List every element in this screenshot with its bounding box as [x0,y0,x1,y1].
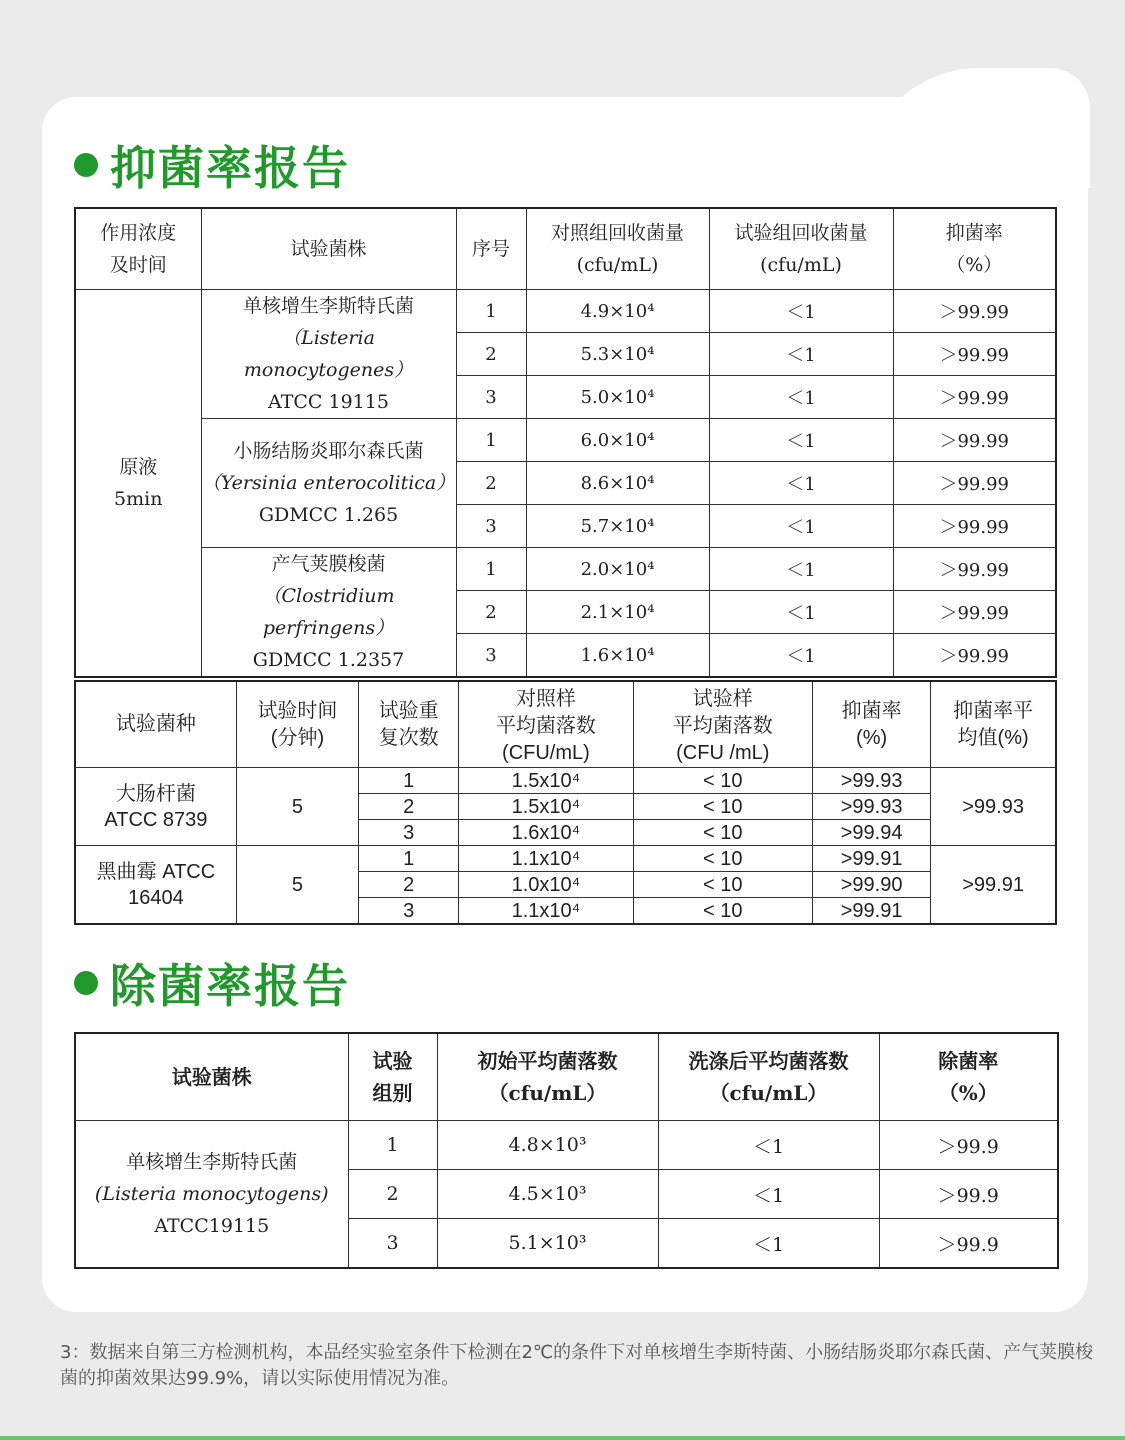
seq-cell: 3 [456,376,526,419]
strain-cell [201,548,456,678]
control-cell: 1.6x10⁴ [459,820,633,846]
rate-cell: ＞99.99 [893,333,1056,376]
table-header-row [75,1033,1058,1121]
strain-name-cn: 小肠结肠炎耶尔森氏菌 [233,440,424,462]
rate-cell: >99.91 [812,898,930,925]
avg-cell: >99.93 [931,768,1056,846]
species-cell: 黑曲霉 ATCC 16404 [75,846,236,925]
strain-name-latin: (Listeria monocytogens) [94,1183,329,1205]
species-cell: 大肠杆菌 ATCC 8739 [75,768,236,846]
header-test: 试验样 平均菌落数 (CFU /mL) [633,681,812,768]
control-cell: 2.1×10⁴ [526,591,709,634]
table-row [75,290,1056,333]
header-control: 对照组回收菌量 (cfu/mL) [526,208,709,290]
rate-cell: ＞99.99 [893,591,1056,634]
header-control: 对照样 平均菌落数 (CFU/mL) [459,681,633,768]
control-cell: 4.9×10⁴ [526,290,709,333]
header-test: 试验组回收菌量 (cfu/mL) [709,208,893,290]
repeat-cell: 2 [359,872,459,898]
test-cell: < 10 [633,820,812,846]
bullet-dot-icon [74,153,98,177]
seq-cell: 3 [456,634,526,678]
test-cell: ＜1 [709,591,893,634]
control-cell: 1.5x10⁴ [459,794,633,820]
header-rate: 抑菌率 （%） [893,208,1056,290]
strain-name-cn: 产气荚膜梭菌 [271,553,386,575]
test-cell: < 10 [633,768,812,794]
rate-cell: >99.94 [812,820,930,846]
table-row [75,846,1056,872]
repeat-cell: 2 [359,794,459,820]
repeat-cell: 3 [359,820,459,846]
rate-cell: >99.91 [812,846,930,872]
header-avg: 抑菌率平 均值(%) [931,681,1056,768]
strain-name-latin: （Listeria monocytogenes） [243,327,414,381]
rate-cell: ＞99.99 [893,376,1056,419]
strain-name-cn: 单核增生李斯特氏菌 [242,295,414,317]
section-title-inhibition: 抑菌率报告 [74,132,350,198]
after-cell: ＜1 [658,1170,879,1219]
bottom-accent-bar [0,1436,1125,1440]
table-row [75,1121,1058,1170]
strain-code: GDMCC 1.265 [258,504,399,526]
header-strain: 试验菌株 [201,208,456,290]
seq-cell: 2 [456,591,526,634]
rate-cell: ＞99.99 [893,419,1056,462]
table-row [75,548,1056,591]
after-cell: ＜1 [658,1121,879,1170]
table-row [75,419,1056,462]
time-cell: 5 [236,768,358,846]
control-cell: 1.6×10⁴ [526,634,709,678]
rate-cell: ＞99.9 [879,1219,1058,1269]
group-cell: 1 [348,1121,437,1170]
seq-cell: 1 [456,548,526,591]
strain-cell [201,290,456,419]
group-cell: 2 [348,1170,437,1219]
seq-cell: 2 [456,333,526,376]
header-initial: 初始平均菌落数 （cfu/mL） [437,1033,658,1121]
table-header-row [75,681,1056,768]
after-cell: ＜1 [658,1219,879,1269]
test-cell: ＜1 [709,333,893,376]
control-cell: 5.3×10⁴ [526,333,709,376]
sterilization-table [74,1032,1059,1269]
test-cell: < 10 [633,898,812,925]
header-after: 洗涤后平均菌落数 （cfu/mL） [658,1033,879,1121]
header-repeat: 试验重 复次数 [359,681,459,768]
rate-cell: ＞99.99 [893,505,1056,548]
control-cell: 5.7×10⁴ [526,505,709,548]
inhibition-table-1 [74,207,1057,678]
rate-cell: >99.93 [812,794,930,820]
avg-cell: >99.91 [931,846,1056,925]
test-cell: ＜1 [709,462,893,505]
control-cell: 1.1x10⁴ [459,898,633,925]
control-cell: 1.5x10⁴ [459,768,633,794]
header-group: 试验 组别 [348,1033,437,1121]
strain-name-latin: （Yersinia enterocolitica） [201,472,456,494]
seq-cell: 1 [456,419,526,462]
rate-cell: >99.90 [812,872,930,898]
rate-cell: >99.93 [812,768,930,794]
header-concentration: 作用浓度 及时间 [75,208,201,290]
test-cell: < 10 [633,846,812,872]
test-cell: ＜1 [709,290,893,333]
seq-cell: 2 [456,462,526,505]
rate-cell: ＞99.9 [879,1170,1058,1219]
control-cell: 5.0×10⁴ [526,376,709,419]
footnote: 3：数据来自第三方检测机构，本品经实验室条件下检测在2℃的条件下对单核增生李斯特菌、小肠结肠炎耶尔森氏菌、产气荚膜梭菌的抑菌效果达99.9%，请以实际使用情况为准。 [60,1342,1094,1389]
strain-cell [75,1121,348,1269]
table-row [75,768,1056,794]
initial-cell: 4.8×10³ [437,1121,658,1170]
header-strain: 试验菌株 [75,1033,348,1121]
repeat-cell: 3 [359,898,459,925]
table-header-row [75,208,1056,290]
rate-cell: ＞99.99 [893,462,1056,505]
test-cell: < 10 [633,794,812,820]
time-cell: 5 [236,846,358,925]
header-rate: 抑菌率 (%) [812,681,930,768]
header-species: 试验菌种 [75,681,236,768]
rate-cell: ＞99.99 [893,548,1056,591]
header-time: 试验时间 (分钟) [236,681,358,768]
repeat-cell: 1 [359,846,459,872]
test-cell: ＜1 [709,419,893,462]
strain-name-latin: （Clostridium perfringens） [262,585,395,639]
strain-code: ATCC19115 [154,1215,270,1237]
strain-name-cn: 单核增生李斯特氏菌 [126,1151,298,1173]
control-cell: 1.0x10⁴ [459,872,633,898]
strain-code: GDMCC 1.2357 [252,649,405,671]
seq-cell: 3 [456,505,526,548]
group-cell: 3 [348,1219,437,1269]
section-title-sterilization: 除菌率报告 [74,950,350,1016]
inhibition-table-2 [74,680,1057,925]
initial-cell: 4.5×10³ [437,1170,658,1219]
control-cell: 2.0×10⁴ [526,548,709,591]
control-cell: 1.1x10⁴ [459,846,633,872]
header-rate: 除菌率 （%） [879,1033,1058,1121]
rate-cell: ＞99.9 [879,1121,1058,1170]
test-cell: ＜1 [709,548,893,591]
control-cell: 6.0×10⁴ [526,419,709,462]
test-cell: < 10 [633,872,812,898]
repeat-cell: 1 [359,768,459,794]
seq-cell: 1 [456,290,526,333]
header-seq: 序号 [456,208,526,290]
rate-cell: ＞99.99 [893,290,1056,333]
strain-cell [201,419,456,548]
control-cell: 8.6×10⁴ [526,462,709,505]
test-cell: ＜1 [709,634,893,678]
initial-cell: 5.1×10³ [437,1219,658,1269]
rate-cell: ＞99.99 [893,634,1056,678]
strain-code: ATCC 19115 [268,391,389,413]
concentration-cell: 原液 5min [75,290,201,678]
test-cell: ＜1 [709,505,893,548]
bullet-dot-icon [74,971,98,995]
test-cell: ＜1 [709,376,893,419]
